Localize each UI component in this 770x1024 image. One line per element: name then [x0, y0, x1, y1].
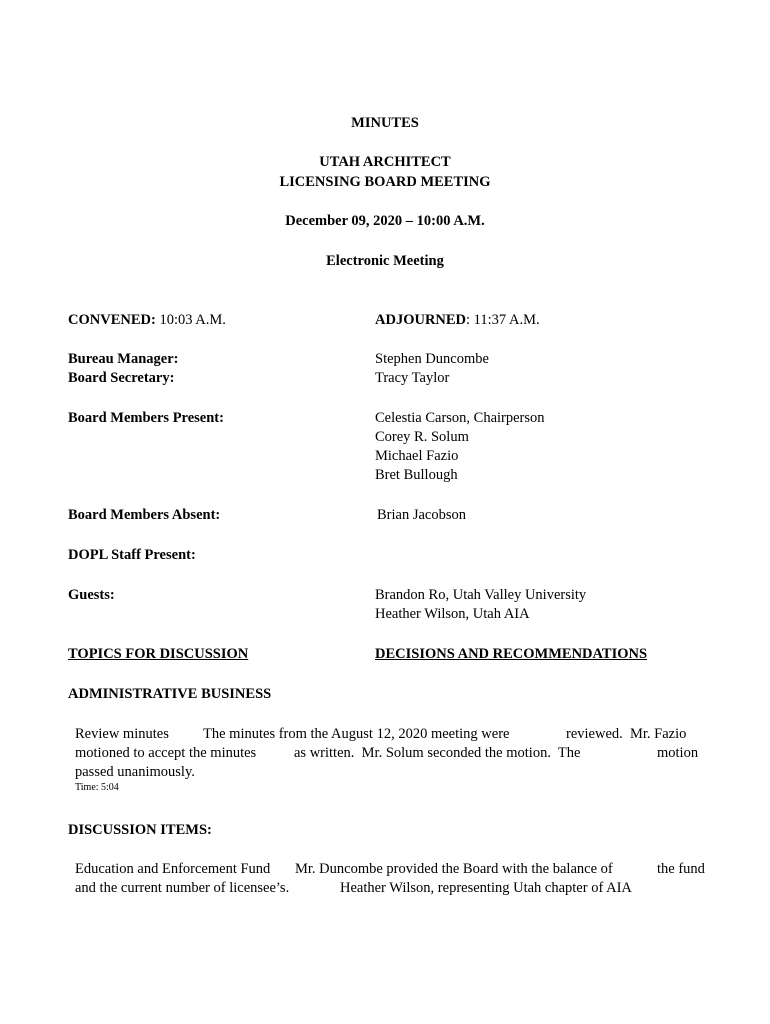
member-absent-name: Brian Jacobson — [377, 507, 466, 523]
member-present-name: Celestia Carson, Chairperson — [375, 410, 545, 426]
board-name-line2: LICENSING BOARD MEETING — [279, 174, 491, 190]
guests-label: Guests: — [68, 587, 115, 603]
discussion-decision-text: Mr. Duncombe provided the Board with the balance of — [295, 861, 613, 877]
discussion-decision-text: the fund — [657, 861, 705, 877]
admin-decision-text: motion — [657, 745, 699, 761]
meeting-type: Electronic Meeting — [326, 253, 444, 269]
discussion-decision-text: Heather Wilson, representing Utah chapter of AIA — [340, 880, 632, 896]
board-name-line1: UTAH ARCHITECT — [319, 154, 451, 170]
adjourned-label: ADJOURNED — [375, 312, 467, 328]
discussion-topic-text: and the current number of licensee’s. — [75, 880, 290, 896]
member-present-name: Bret Bullough — [375, 467, 458, 483]
convened-row — [68, 311, 226, 330]
topics-column-heading: TOPICS FOR DISCUSSION — [68, 646, 249, 662]
bureau-manager-name: Stephen Duncombe — [375, 351, 489, 367]
convened-label: CONVENED: — [68, 312, 156, 328]
members-absent-label: Board Members Absent: — [68, 507, 221, 523]
adjourned-row — [375, 311, 540, 330]
board-secretary-label: Board Secretary: — [68, 370, 175, 386]
admin-decision-text: reviewed. Mr. Fazio — [566, 726, 687, 742]
admin-time-stamp: Time: 5:04 — [75, 782, 119, 793]
bureau-manager-label: Bureau Manager: — [68, 351, 179, 367]
discussion-topic-text: Education and Enforcement Fund — [75, 861, 271, 877]
members-present-label: Board Members Present: — [68, 410, 224, 426]
guest-name: Brandon Ro, Utah Valley University — [375, 587, 587, 603]
member-present-name: Michael Fazio — [375, 448, 459, 464]
convened-value: 10:03 A.M. — [155, 312, 226, 328]
admin-topic-text: motioned to accept the minutes — [75, 745, 257, 761]
admin-topic-text: Review minutes — [75, 726, 169, 742]
admin-business-heading: ADMINISTRATIVE BUSINESS — [68, 686, 272, 702]
member-present-name: Corey R. Solum — [375, 429, 469, 445]
decisions-column-heading: DECISIONS AND RECOMMENDATIONS — [375, 646, 648, 662]
staff-present-label: DOPL Staff Present: — [68, 547, 196, 563]
admin-decision-text: The minutes from the August 12, 2020 meeting were — [203, 726, 510, 742]
adjourned-value: : 11:37 A.M. — [466, 312, 540, 328]
board-secretary-name: Tracy Taylor — [375, 370, 450, 386]
guest-name: Heather Wilson, Utah AIA — [375, 606, 530, 622]
discussion-items-heading: DISCUSSION ITEMS: — [68, 822, 212, 838]
meeting-date-time: December 09, 2020 – 10:00 A.M. — [285, 213, 485, 229]
document-title: MINUTES — [351, 115, 419, 131]
admin-decision-text: as written. Mr. Solum seconded the motion. The — [294, 745, 581, 761]
admin-decision-text: passed unanimously. — [75, 764, 195, 780]
